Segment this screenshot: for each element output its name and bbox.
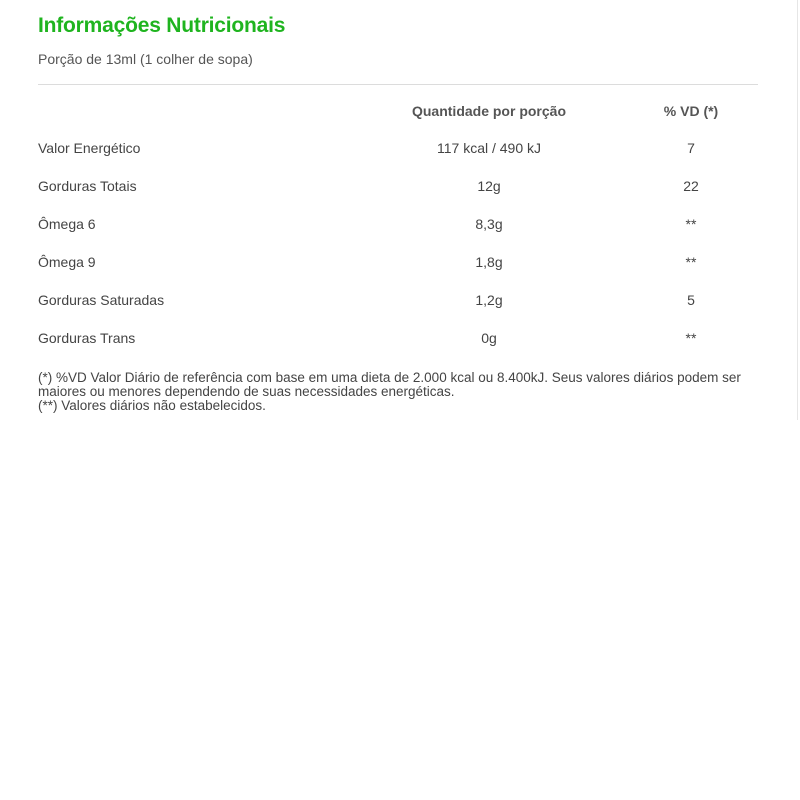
footnote-not-established: (**) Valores diários não estabelecidos.	[38, 398, 266, 413]
table-row	[38, 129, 758, 167]
nutrient-name: Gorduras Trans	[38, 330, 136, 346]
nutrient-quantity: 12g	[477, 178, 501, 194]
nutrient-quantity: 8,3g	[475, 216, 503, 232]
nutrient-quantity: 0g	[481, 330, 497, 346]
nutrient-quantity: 1,8g	[475, 254, 503, 270]
table-row	[38, 243, 758, 281]
divider	[38, 84, 758, 85]
table-header-row	[38, 93, 758, 129]
nutrient-vd: **	[685, 330, 697, 346]
table-row	[38, 205, 758, 243]
header-nutrient	[38, 93, 354, 129]
table-row	[38, 167, 758, 205]
page-title: Informações Nutricionais	[38, 14, 286, 37]
nutrition-table	[38, 93, 758, 357]
nutrition-facts-panel	[38, 12, 758, 413]
nutrient-name: Ômega 6	[38, 216, 96, 232]
nutrient-vd: 7	[687, 140, 695, 156]
serving-size: Porção de 13ml (1 colher de sopa)	[38, 51, 253, 67]
table-row	[38, 281, 758, 319]
footnote-reference: (*) %VD Valor Diário de referência com base em uma dieta de 2.000 kcal ou 8.400kJ. Seus valores diários podem ser maiores ou menores dependendo de suas necessidades energéticas.	[38, 370, 741, 399]
right-edge-rule	[797, 0, 798, 420]
nutrient-vd: 22	[683, 178, 699, 194]
header-vd: % VD (*)	[663, 103, 719, 119]
nutrient-name: Gorduras Saturadas	[38, 292, 165, 308]
nutrient-vd: 5	[687, 292, 695, 308]
nutrient-quantity: 117 kcal / 490 kJ	[436, 140, 542, 156]
nutrient-vd: **	[685, 254, 697, 270]
nutrient-name: Gorduras Totais	[38, 178, 137, 194]
table-row	[38, 319, 758, 357]
nutrient-quantity: 1,2g	[475, 292, 503, 308]
nutrient-name: Valor Energético	[38, 140, 141, 156]
nutrient-vd: **	[685, 216, 697, 232]
header-quantity: Quantidade por porção	[411, 103, 566, 119]
nutrient-name: Ômega 9	[38, 254, 96, 270]
